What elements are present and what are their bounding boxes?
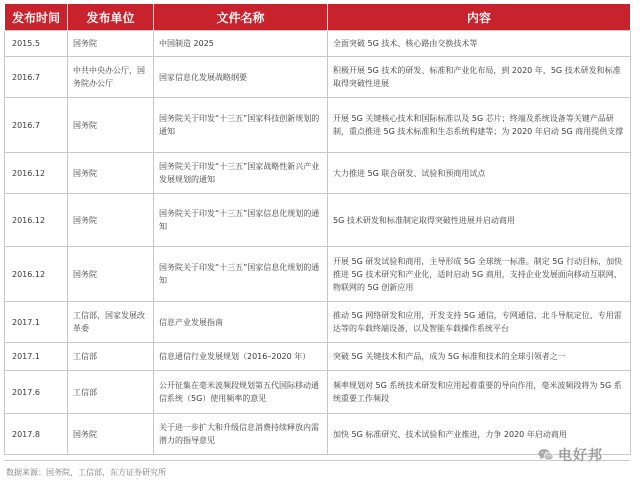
cell-document: 国务院关于印发“十三五”国家科技创新规划的通知: [154, 98, 328, 153]
cell-document: 信息通信行业发展规划（2016–2020 年）: [154, 343, 328, 371]
header-document: 文件名称: [154, 4, 328, 31]
cell-content: 开展 5G 关键核心技术和国际标准以及 5G 芯片；终端及系统设备等关键产品研制，重点推进 5G 技术标准和生态系统构建等；为 2020 年启动 5G 商用提供支撑: [328, 98, 631, 153]
cell-date: 2015.5: [5, 31, 68, 57]
cell-date: 2017.6: [5, 371, 68, 414]
table-row: [5, 371, 631, 414]
cell-date: 2016.7: [5, 57, 68, 98]
cell-issuer: 国务院: [68, 414, 154, 455]
cell-content: 加快 5G 标准研究、技术试验和产业推进，力争 2020 年启动商用: [328, 414, 631, 455]
cell-date: 2016.12: [5, 194, 68, 247]
policy-table: [4, 4, 631, 455]
table-row: [5, 247, 631, 302]
cell-issuer: 工信部: [68, 371, 154, 414]
cell-document: 关于进一步扩大和升级信息消费持续释放内需潜力的指导意见: [154, 414, 328, 455]
header-content: 内容: [328, 4, 631, 31]
cell-content: 推动 5G 网络研发和应用，开发支持 5G 通信，专网通信、北斗导航定位、专用雷达等的车载终端设备，以及智能车载操作系统平台: [328, 302, 631, 343]
cell-date: 2017.8: [5, 414, 68, 455]
table-row: [5, 343, 631, 371]
cell-issuer: 国务院: [68, 194, 154, 247]
wechat-icon: [537, 446, 555, 464]
cell-document: 国务院关于印发“十三五”国家战略性新兴产业发展规划的通知: [154, 153, 328, 194]
cell-date: 2017.1: [5, 343, 68, 371]
cell-issuer: 工信部，国家发展改革委: [68, 302, 154, 343]
header-issuer: 发布单位: [68, 4, 154, 31]
table-header-row: [5, 4, 631, 31]
cell-issuer: 国务院: [68, 31, 154, 57]
cell-content: 开展 5G 研发试验和商用，主导形成 5G 全球统一标准。制定 5G 行动目标，加快推进 5G 技术研究和产业化，适时启动 5G 商用，支持企业发展面向移动互联网、物联网的 5G 创新应用: [328, 247, 631, 302]
cell-content: 5G 技术研发和标准制定取得突破性进展并启动商用: [328, 194, 631, 247]
header-date: 发布时间: [5, 4, 68, 31]
cell-document: 国务院关于印发“十三五”国家信息化规划的通知: [154, 247, 328, 302]
cell-date: 2016.12: [5, 247, 68, 302]
cell-issuer: 国务院: [68, 153, 154, 194]
cell-date: 2016.7: [5, 98, 68, 153]
report-figure: [4, 4, 636, 484]
cell-issuer: 国务院: [68, 98, 154, 153]
cell-content: 大力推进 5G 联合研发、试验和预商用试点: [328, 153, 631, 194]
cell-document: 中国制造 2025: [154, 31, 328, 57]
cell-content: 频率规划对 5G 系统技术研发和应用起着重要的导向作用，毫米波频段将为 5G 系统重要工作频段: [328, 371, 631, 414]
table-row: [5, 194, 631, 247]
table-row: [5, 31, 631, 57]
cell-issuer: 国务院: [68, 247, 154, 302]
table-row: [5, 98, 631, 153]
cell-document: 公开征集在毫米波频段规划第五代国际移动通信系统（5G）使用频率的意见: [154, 371, 328, 414]
cell-content: 全面突破 5G 技术、核心路由交换技术等: [328, 31, 631, 57]
table-row: [5, 153, 631, 194]
cell-date: 2016.12: [5, 153, 68, 194]
table-row: [5, 57, 631, 98]
cell-content: 积极开展 5G 技术的研发、标准和产业化布局，到 2020 年，5G 技术研发和标准取得突破性进展: [328, 57, 631, 98]
watermark-text: 电好邦: [558, 448, 603, 464]
watermark: [537, 443, 603, 467]
cell-issuer: 工信部: [68, 343, 154, 371]
cell-document: 国家信息化发展战略纲要: [154, 57, 328, 98]
cell-date: 2017.1: [5, 302, 68, 343]
cell-document: 信息产业发展指南: [154, 302, 328, 343]
cell-document: 国务院关于印发“十三五”国家信息化规划的通知: [154, 194, 328, 247]
data-source-note: 数据来源：国务院，工信部，东方证券研究所: [6, 468, 166, 477]
cell-issuer: 中共中央办公厅，国务院办公厅: [68, 57, 154, 98]
cell-content: 突破 5G 关键技术和产品，成为 5G 标准和技术的全球引领者之一: [328, 343, 631, 371]
table-row: [5, 302, 631, 343]
